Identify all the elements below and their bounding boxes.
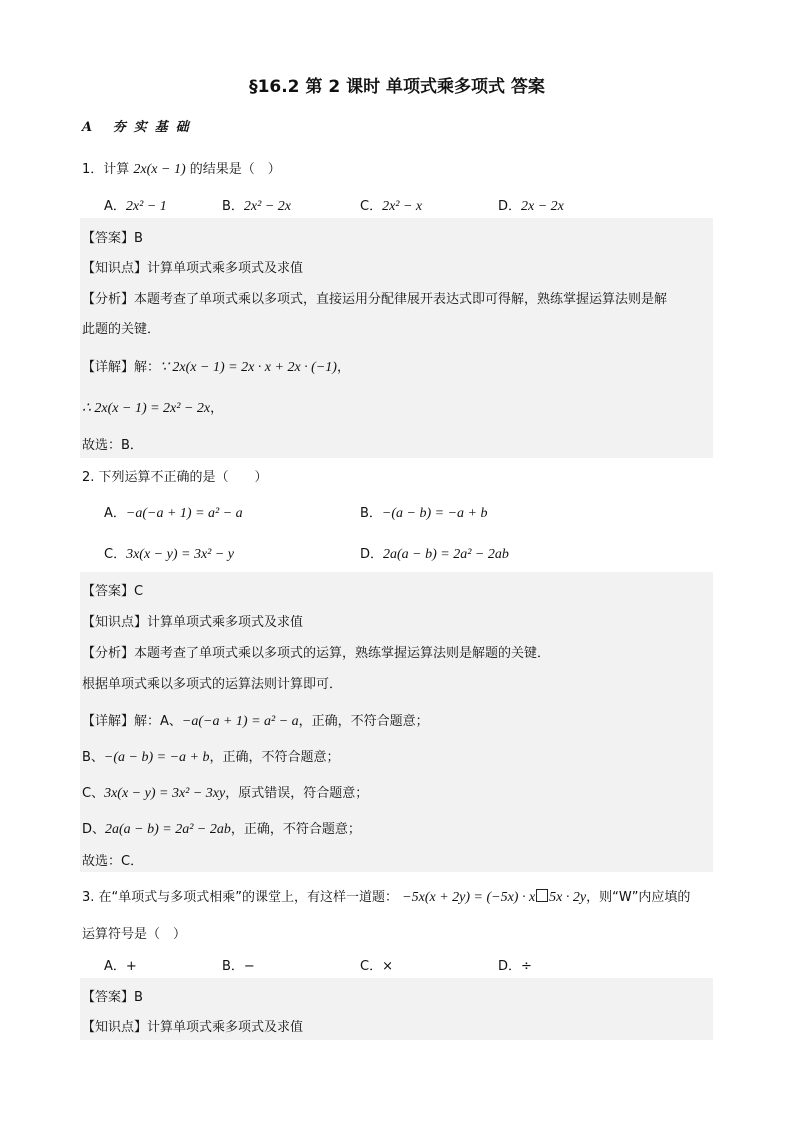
q2-detail-a: 【详解】解：A、−a(−a + 1) = a² − a，正确，不符合题意；	[82, 714, 429, 729]
page-title: §16.2 第 2 课时 单项式乘多项式 答案	[249, 77, 545, 97]
q1-solution-box	[80, 218, 713, 458]
q1-stem: 1．计算 2x(x − 1) 的结果是（ ）	[82, 162, 281, 177]
q1-option-c[interactable]: C．2x² − x	[360, 199, 423, 214]
q3-answer: 【答案】B	[82, 990, 143, 1005]
q2-knowledge: 【知识点】计算单项式乘多项式及求值	[82, 615, 304, 630]
q2-option-b[interactable]: B．−(a − b) = −a + b	[360, 506, 488, 521]
q2-analysis-line2: 根据单项式乘以多项式的运算法则计算即可．	[82, 677, 343, 692]
q1-therefore: ∴ 2x(x − 1) = 2x² − 2x，	[82, 401, 224, 416]
q3-stem-line2: 运算符号是（ ）	[82, 927, 187, 942]
q3-option-d[interactable]: D．÷	[498, 959, 532, 974]
q2-choose: 故选：C．	[82, 854, 144, 869]
q2-analysis-line1: 【分析】本题考查了单项式乘以多项式的运算，熟练掌握运算法则是解题的关键．	[82, 646, 551, 661]
q1-option-d[interactable]: D．2x − 2x	[498, 199, 564, 214]
q2-answer: 【答案】C	[82, 584, 144, 599]
q1-option-b[interactable]: B．2x² − 2x	[222, 199, 291, 214]
q2-detail-b: B、−(a − b) = −a + b，正确，不符合题意；	[82, 750, 340, 765]
q3-option-c[interactable]: C．×	[360, 959, 393, 974]
q1-analysis-line1: 【分析】本题考查了单项式乘以多项式，直接运用分配律展开表达式即可得解，熟练掌握运算法则是解	[82, 292, 668, 307]
section-heading: A 夯实基础	[82, 120, 197, 135]
q2-option-a[interactable]: A．−a(−a + 1) = a² − a	[104, 506, 243, 521]
q1-analysis-line2: 此题的关键．	[82, 322, 161, 337]
q2-stem: 2. 下列运算不正确的是（ ）	[82, 470, 268, 485]
q1-knowledge: 【知识点】计算单项式乘多项式及求值	[82, 261, 304, 276]
q1-detail: 【详解】解：∵ 2x(x − 1) = 2x · x + 2x · (−1)，	[82, 360, 350, 375]
q2-option-c[interactable]: C．3x(x − y) = 3x² − y	[104, 547, 235, 562]
q1-answer: 【答案】B	[82, 231, 143, 246]
blank-box-icon	[536, 889, 548, 902]
q1-stem-math: 2x(x − 1)	[133, 162, 186, 177]
q1-option-a[interactable]: A．2x² − 1	[104, 199, 167, 214]
q2-detail-c: C、3x(x − y) = 3x² − 3xy，原式错误，符合题意；	[82, 786, 369, 801]
q3-knowledge: 【知识点】计算单项式乘多项式及求值	[82, 1020, 304, 1035]
q3-option-b[interactable]: B．−	[222, 959, 255, 974]
q1-choose: 故选：B．	[82, 438, 143, 453]
q3-stem: 3. 在“单项式与多项式相乘”的课堂上，有这样一道题： −5x(x + 2y) = (−5x) · x 5x · 2y，则“W”内应填的	[82, 890, 691, 905]
q3-option-a[interactable]: A．+	[104, 959, 137, 974]
q2-option-d[interactable]: D．2a(a − b) = 2a² − 2ab	[360, 547, 509, 562]
q2-detail-d: D、2a(a − b) = 2a² − 2ab，正确，不符合题意；	[82, 822, 361, 837]
